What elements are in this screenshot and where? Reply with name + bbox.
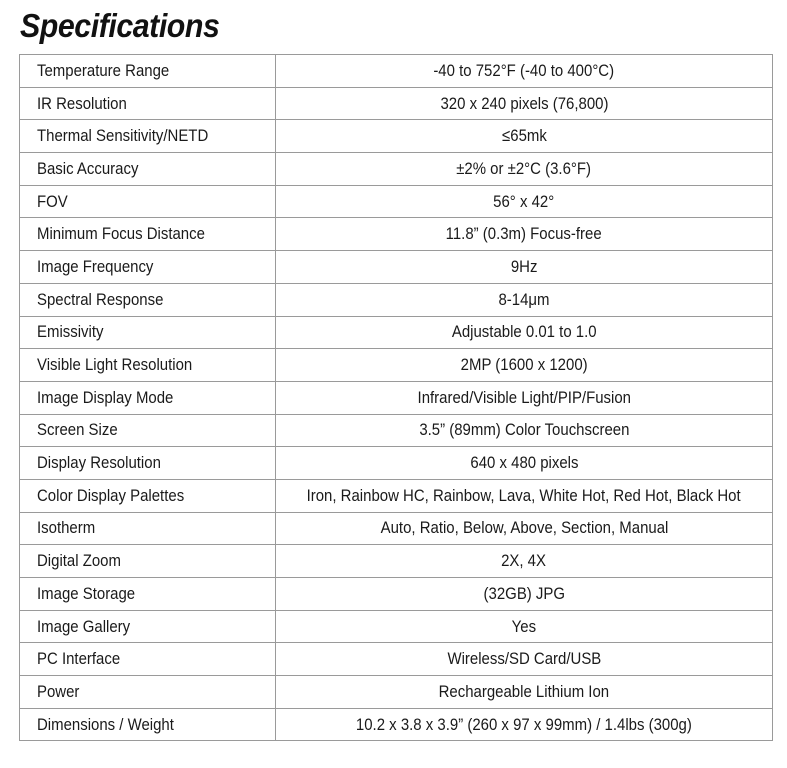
spec-value-cell [276,283,773,316]
spec-value: 11.8” (0.3m) Focus-free [445,224,603,244]
table-row [20,153,773,186]
spec-label-cell [20,120,276,153]
table-row [20,676,773,709]
spec-value: 10.2 x 3.8 x 3.9” (260 x 97 x 99mm) / 1.4lbs (300g) [356,714,692,734]
table-row [20,349,773,382]
spec-value-cell [276,676,773,709]
spec-label-cell [20,676,276,709]
spec-value: Yes [511,616,537,636]
spec-value: 640 x 480 pixels [469,453,579,473]
spec-value: 2MP (1600 x 1200) [460,355,588,375]
spec-value-cell [276,55,773,88]
spec-label: IR Resolution [37,93,127,113]
table-row [20,479,773,512]
spec-label-cell [20,610,276,643]
table-row [20,381,773,414]
spec-value-cell [276,643,773,676]
spec-value: ≤65mk [501,126,547,146]
spec-value: Rechargeable Lithium Ion [438,681,610,701]
spec-value: Wireless/SD Card/USB [447,649,601,669]
spec-label: Image Gallery [37,616,131,636]
spec-label: Color Display Palettes [37,485,185,505]
spec-label: Temperature Range [37,60,170,80]
spec-value: ±2% or ±2°C (3.6°F) [456,158,592,178]
spec-label: Spectral Response [37,289,164,309]
spec-label: Screen Size [37,420,118,440]
specifications-table [19,54,773,741]
table-row [20,316,773,349]
spec-label-cell [20,578,276,611]
spec-label: Emissivity [37,322,104,342]
spec-value-cell [276,545,773,578]
spec-value-cell [276,578,773,611]
spec-label-cell [20,447,276,480]
spec-label-cell [20,251,276,284]
spec-value: -40 to 752°F (-40 to 400°C) [433,60,615,80]
spec-value-cell [276,447,773,480]
spec-label-cell [20,283,276,316]
spec-label-cell [20,479,276,512]
spec-label-cell [20,87,276,120]
table-row [20,578,773,611]
spec-label-cell [20,414,276,447]
table-row [20,218,773,251]
spec-value-cell [276,479,773,512]
spec-label-cell [20,512,276,545]
spec-value: Infrared/Visible Light/PIP/Fusion [417,387,631,407]
spec-label: Display Resolution [37,453,161,473]
spec-label: Thermal Sensitivity/NETD [37,126,209,146]
spec-label-cell [20,708,276,741]
spec-value-cell [276,120,773,153]
spec-label-cell [20,218,276,251]
table-row [20,708,773,741]
spec-value-cell [276,414,773,447]
spec-value-cell [276,185,773,218]
spec-label: Dimensions / Weight [37,714,174,734]
spec-value-cell [276,349,773,382]
table-row [20,120,773,153]
spec-label: Visible Light Resolution [37,355,193,375]
table-row [20,185,773,218]
specifications-table-body [20,55,773,741]
spec-value-cell [276,381,773,414]
spec-value-cell [276,87,773,120]
table-row [20,251,773,284]
spec-value: 8-14μm [498,289,550,309]
spec-value-cell [276,610,773,643]
table-row [20,610,773,643]
spec-value-cell [276,251,773,284]
spec-label: Image Frequency [37,256,154,276]
spec-value-cell [276,708,773,741]
table-row [20,545,773,578]
spec-label-cell [20,55,276,88]
spec-value: 9Hz [510,256,538,276]
spec-label: Image Display Mode [37,387,174,407]
spec-value: 3.5” (89mm) Color Touchscreen [418,420,630,440]
table-row [20,283,773,316]
table-row [20,512,773,545]
spec-value: 56° x 42° [493,191,555,211]
spec-value: Adjustable 0.01 to 1.0 [451,322,597,342]
spec-value-cell [276,218,773,251]
page-title: Specifications [20,7,220,44]
table-row [20,414,773,447]
spec-label: Isotherm [37,518,96,538]
table-row [20,447,773,480]
spec-value: 2X, 4X [501,551,547,571]
spec-label-cell [20,349,276,382]
spec-label-cell [20,643,276,676]
spec-label-cell [20,381,276,414]
spec-value-cell [276,153,773,186]
spec-value-cell [276,512,773,545]
spec-label: FOV [37,191,68,211]
spec-label-cell [20,153,276,186]
spec-label: Power [37,681,80,701]
table-row [20,643,773,676]
table-row [20,87,773,120]
spec-label: Digital Zoom [37,551,121,571]
spec-label-cell [20,316,276,349]
spec-value: Auto, Ratio, Below, Above, Section, Manual [380,518,668,538]
spec-label: Minimum Focus Distance [37,224,205,244]
spec-label: PC Interface [37,649,121,669]
spec-value: (32GB) JPG [483,583,565,603]
spec-label-cell [20,545,276,578]
spec-value: Iron, Rainbow HC, Rainbow, Lava, White Hot, Red Hot, Black Hot [306,485,742,505]
spec-label: Basic Accuracy [37,158,139,178]
spec-label-cell [20,185,276,218]
spec-value-cell [276,316,773,349]
spec-label: Image Storage [37,583,136,603]
spec-value: 320 x 240 pixels (76,800) [440,93,608,113]
table-row [20,55,773,88]
